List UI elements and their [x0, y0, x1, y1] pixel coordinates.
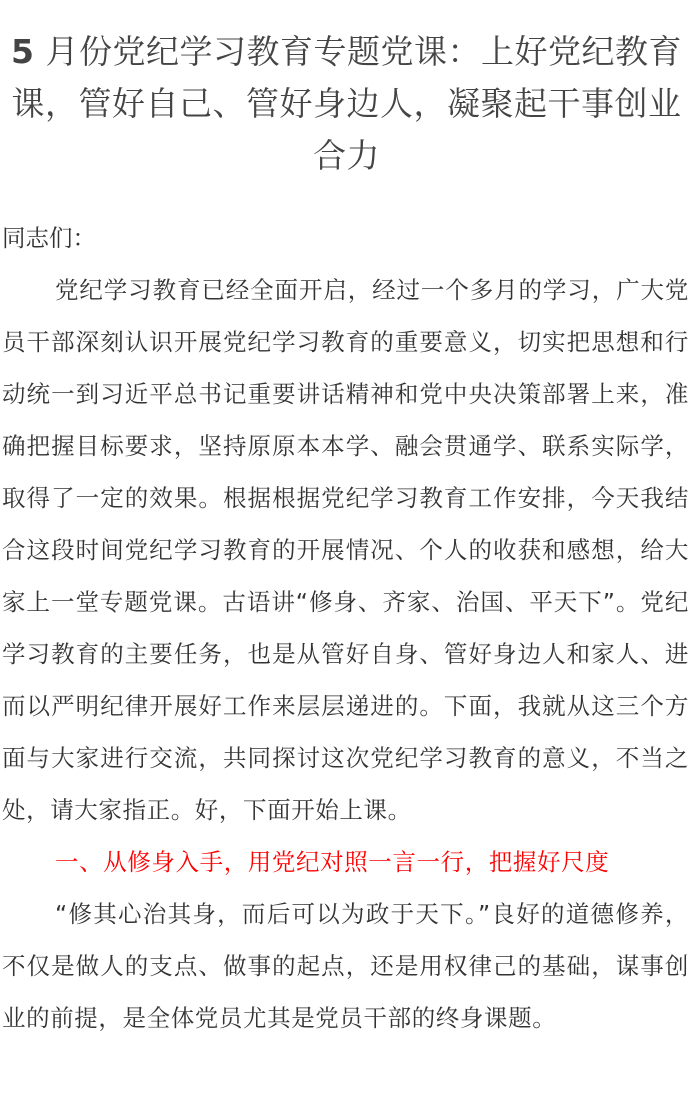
body-paragraph-1: 党纪学习教育已经全面开启，经过一个多月的学习，广大党员干部深刻认识开展党纪学习教育的重要意义，切实把思想和行动统一到习近平总书记重要讲话精神和党中央决策部署上来，准确把握目标要求，坚持原原本本学、融会贯通学、联系实际学，取得了一定的效果。根据根据党纪学习教育工作安排，今天我结合这段时间党纪学习教育的开展情况、个人的收获和感想，给大家上一堂专题党课。古语讲“修身、齐家、治国、平天下”。党纪学习教育的主要任务，也是从管好自身、管好身边人和家人、进而以严明纪律开展好工作来层层递进的。下面，我就从这三个方面与大家进行交流，共同探讨这次党纪学习教育的意义，不当之处，请大家指正。好，下面开始上课。 [2, 276, 689, 824]
article-title [4, 26, 689, 182]
title-month-number: 5 [11, 32, 35, 71]
body-paragraph-2: “修其心治其身，而后可以为政于天下。”良好的道德修养，不仅是做人的支点、做事的起点，还是用权律己的基础，谋事创业的前提，是全体党员尤其是党员干部的终身课题。 [2, 900, 689, 1032]
greeting: 同志们： [2, 224, 96, 252]
section-heading: 一、从修身入手，用党纪对照一言一行，把握好尺度 [55, 848, 610, 876]
title-text: 月份党纪学习教育专题党课：上好党纪教育课，管好自己、管好身边人，凝聚起干事创业合力 [11, 32, 682, 175]
